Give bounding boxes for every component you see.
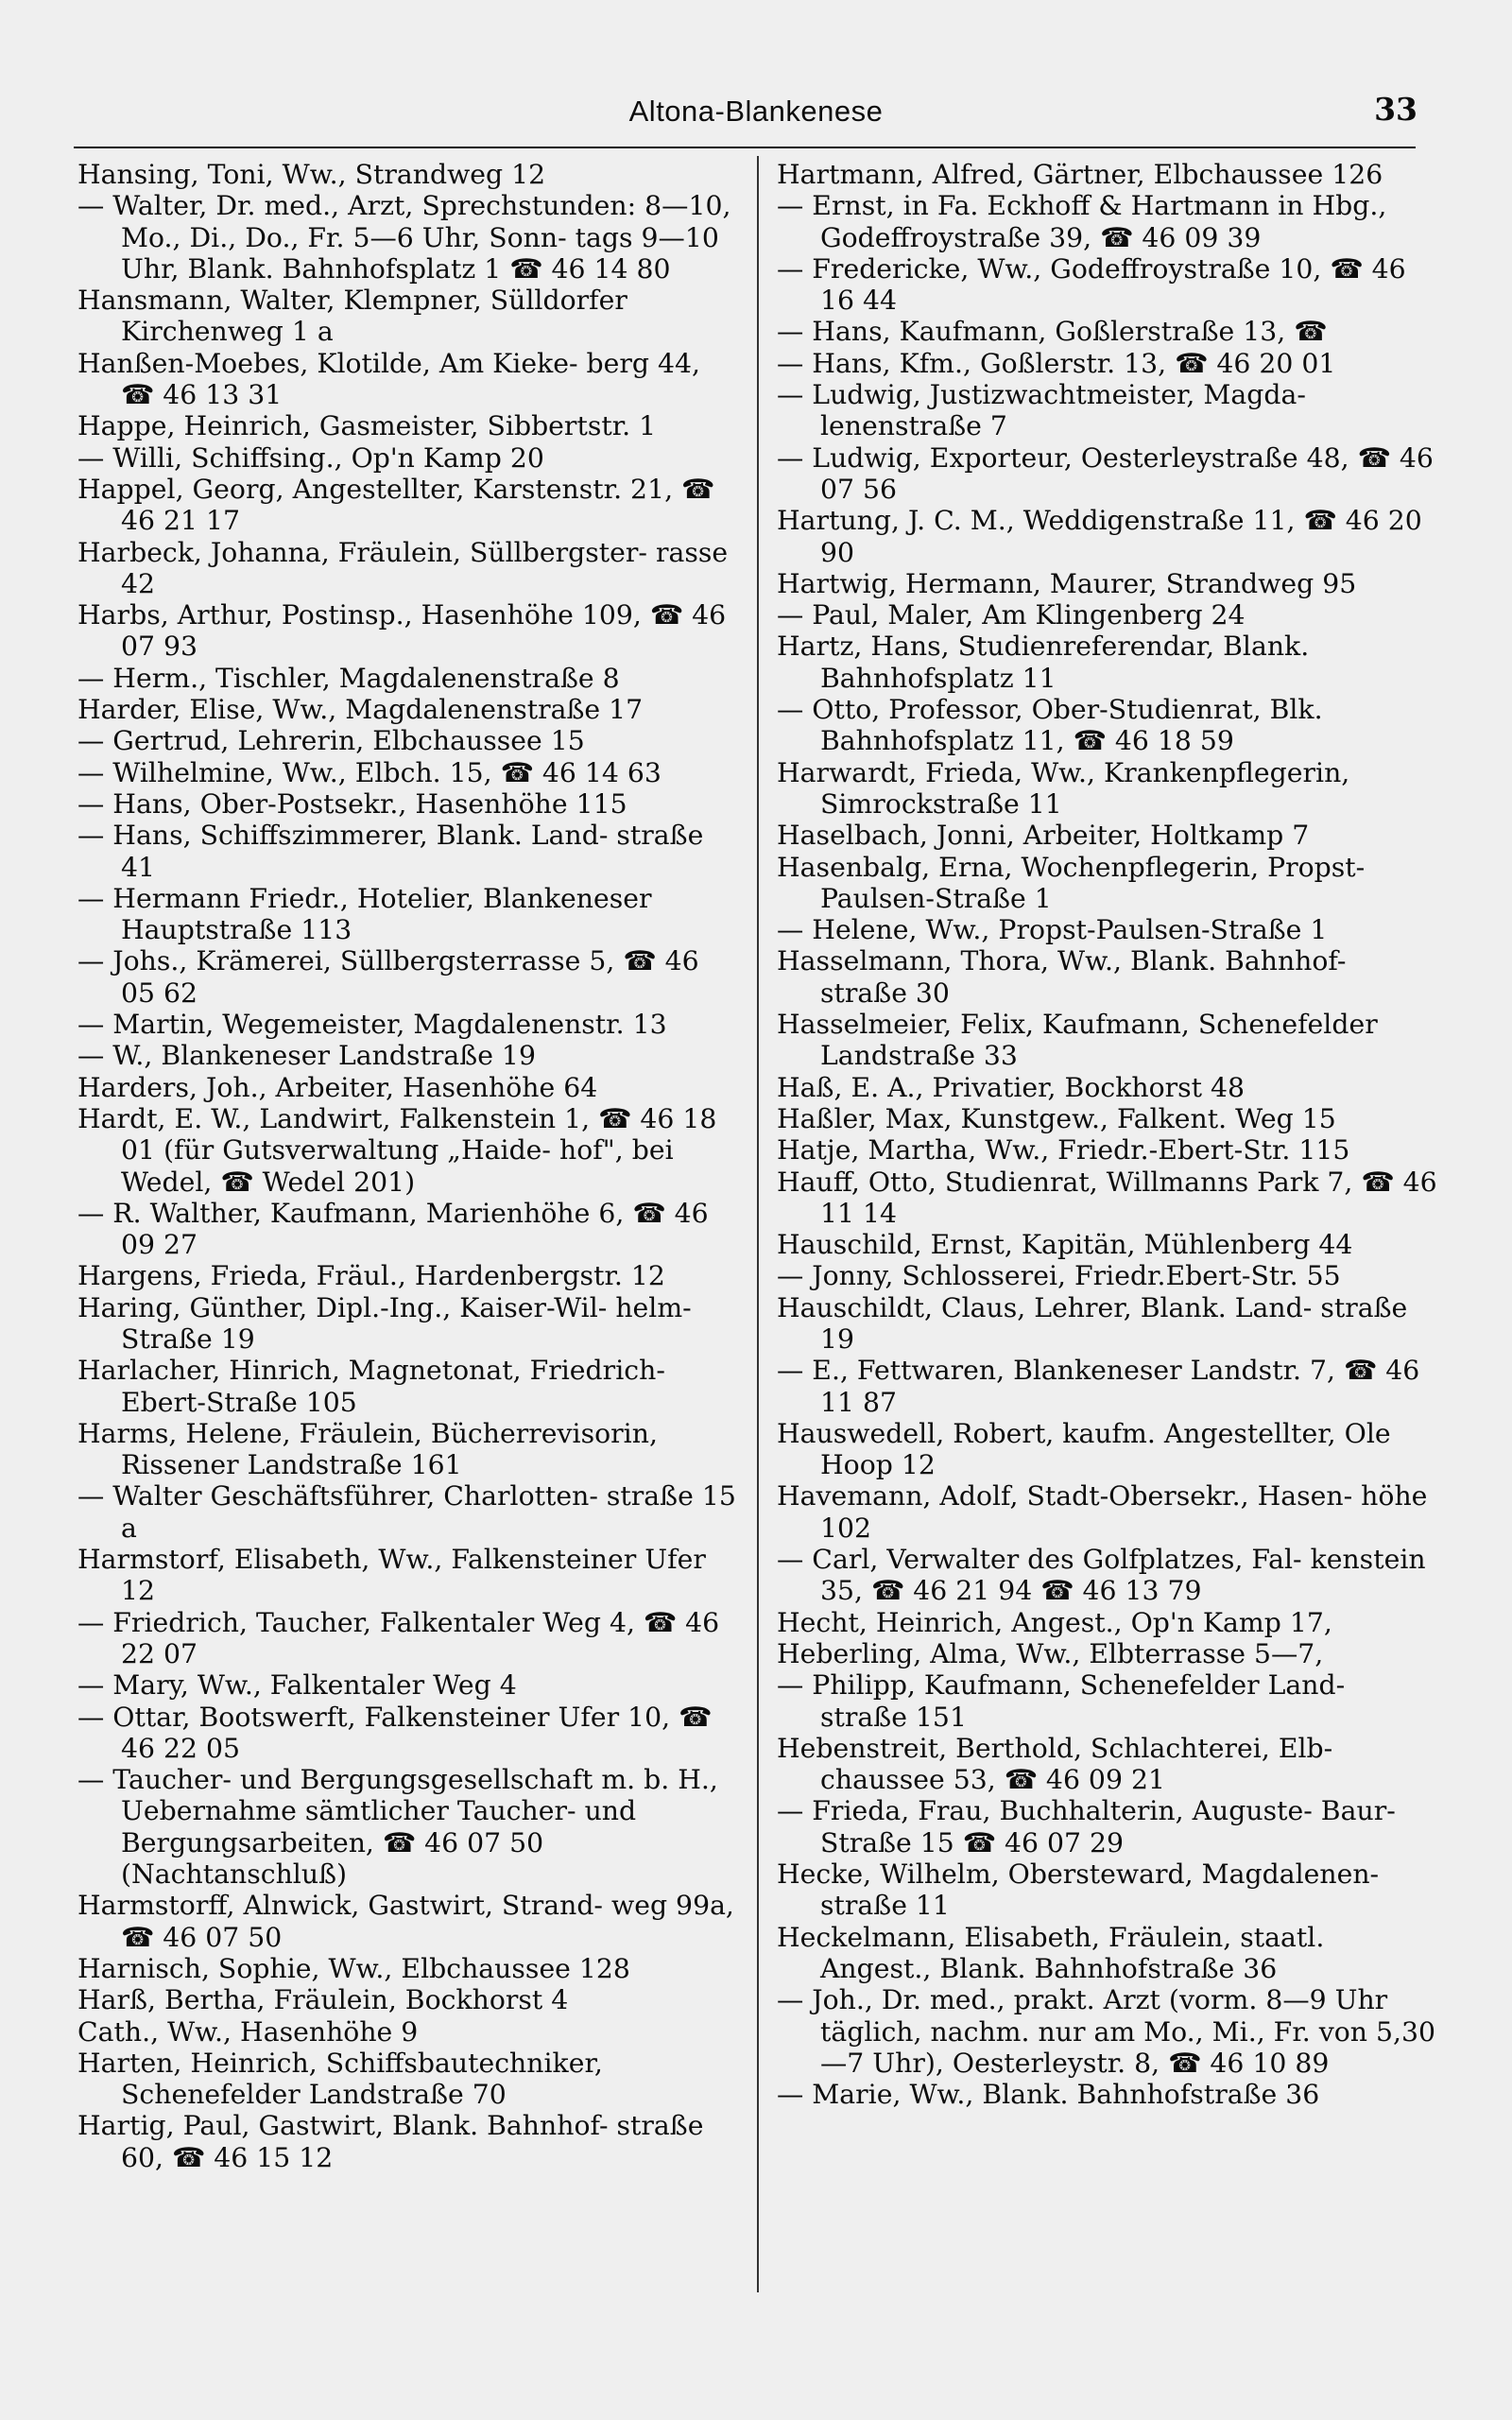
directory-entry: — Willi, Schiffsing., Op'n Kamp 20 <box>77 441 544 474</box>
right-column <box>777 159 1438 2110</box>
directory-entry: Heberling, Alma, Ww., Elbterrasse 5—7, <box>777 1637 1324 1669</box>
directory-entry: Harbs, Arthur, Postinsp., Hasenhöhe 109, ☎ 46 07 93 <box>77 599 727 663</box>
directory-entry: Hasenbalg, Erna, Wochenpflegerin, Propst- Paulsen-Straße 1 <box>777 851 1366 914</box>
directory-entry: — Hans, Ober-Postsekr., Hasenhöhe 115 <box>77 787 627 820</box>
directory-entry: Haring, Günther, Dipl.-Ing., Kaiser-Wil- helm-Straße 19 <box>77 1291 692 1355</box>
directory-entry: Harbeck, Johanna, Fräulein, Süllbergster- rasse 42 <box>77 536 729 599</box>
directory-entry: — Marie, Ww., Blank. Bahnhofstraße 36 <box>777 2079 1320 2111</box>
directory-entry: Hartig, Paul, Gastwirt, Blank. Bahnhof- straße 60, ☎ 46 15 12 <box>77 2110 704 2173</box>
directory-entry: Harnisch, Sophie, Ww., Elbchaussee 128 <box>77 1952 630 1984</box>
directory-entry: — Jonny, Schlosserei, Friedr.Ebert-Str. 55 <box>777 1260 1341 1292</box>
directory-entry: — Hermann Friedr., Hotelier, Blankeneser Hauptstraße 113 <box>77 882 652 946</box>
directory-entry: — Friedrich, Taucher, Falkentaler Weg 4, ☎ 46 22 07 <box>77 1606 720 1669</box>
directory-entry: Harms, Helene, Fräulein, Bücherrevisorin, Rissener Landstraße 161 <box>77 1417 658 1481</box>
directory-entry: — W., Blankeneser Landstraße 19 <box>77 1040 536 1072</box>
directory-entry: — Frieda, Frau, Buchhalterin, Auguste- Baur-Straße 15 ☎ 46 07 29 <box>777 1795 1396 1858</box>
directory-entry: Harlacher, Hinrich, Magnetonat, Friedrich- Ebert-Straße 105 <box>77 1355 665 1418</box>
directory-entry: Hasselmeier, Felix, Kaufmann, Schenefelder Landstraße 33 <box>777 1009 1378 1072</box>
directory-entry: Happe, Heinrich, Gasmeister, Sibbertstr. 1 <box>77 410 657 442</box>
directory-entry: — Hans, Kaufmann, Goßlerstraße 13, ☎ <box>777 316 1328 348</box>
directory-entry: — Taucher- und Bergungsgesellschaft m. b. H., Uebernahme sämtlicher Taucher- und Bergungsarbeiten, ☎ 46 07 50 (Nachtanschluß) <box>77 1764 718 1891</box>
running-title: Altona-Blankenese <box>628 95 884 128</box>
directory-entry: Hauswedell, Robert, kaufm. Angestellter, Ole Hoop 12 <box>777 1417 1391 1481</box>
directory-entry: Harmstorf, Elisabeth, Ww., Falkensteiner Ufer 12 <box>77 1544 706 1607</box>
directory-entry: Hebenstreit, Berthold, Schlachterei, Elb- chaussee 53, ☎ 46 09 21 <box>777 1732 1333 1796</box>
directory-entry: Happel, Georg, Angestellter, Karstenstr. 21, ☎ 46 21 17 <box>77 473 715 537</box>
directory-entry: — Joh., Dr. med., prakt. Arzt (vorm. 8—9 Uhr täglich, nachm. nur am Mo., Mi., Fr. von 5,30—7 Uhr), Oesterleystr. 8, ☎ 46 10 89 <box>777 1984 1435 2079</box>
page-number: 33 <box>1374 91 1418 128</box>
directory-entry: — Wilhelmine, Ww., Elbch. 15, ☎ 46 14 63 <box>77 756 662 788</box>
directory-entry: Haselbach, Jonni, Arbeiter, Holtkamp 7 <box>777 820 1310 852</box>
directory-entry: Havemann, Adolf, Stadt-Obersekr., Hasen- höhe 102 <box>777 1480 1428 1544</box>
directory-entry: Hansing, Toni, Ww., Strandweg 12 <box>77 159 546 190</box>
directory-entry: — Philipp, Kaufmann, Schenefelder Land- straße 151 <box>777 1669 1346 1733</box>
directory-entry: — Ludwig, Justizwachtmeister, Magda- lenenstraße 7 <box>777 379 1306 442</box>
directory-entry: Hanßen-Moebes, Klotilde, Am Kieke- berg 44, ☎ 46 13 31 <box>77 347 701 411</box>
column-divider <box>757 156 759 2292</box>
left-column <box>77 159 739 2173</box>
directory-entry: — Mary, Ww., Falkentaler Weg 4 <box>77 1669 517 1702</box>
directory-entry: Haß, E. A., Privatier, Bockhorst 48 <box>777 1071 1246 1103</box>
directory-entry: Hartmann, Alfred, Gärtner, Elbchaussee 126 <box>777 159 1383 190</box>
directory-entry: Hartwig, Hermann, Maurer, Strandweg 95 <box>777 567 1357 599</box>
directory-entry: — E., Fettwaren, Blankeneser Landstr. 7, ☎ 46 11 87 <box>777 1355 1420 1418</box>
directory-entry: Harwardt, Frieda, Ww., Krankenpflegerin, Simrockstraße 11 <box>777 756 1350 820</box>
directory-entry: Hecht, Heinrich, Angest., Op'n Kamp 17, <box>777 1606 1332 1638</box>
directory-entry: — Paul, Maler, Am Klingenberg 24 <box>777 599 1246 631</box>
running-head <box>0 91 1512 142</box>
directory-entry: Haßler, Max, Kunstgew., Falkent. Weg 15 <box>777 1102 1336 1134</box>
directory-entry: Harder, Elise, Ww., Magdalenenstraße 17 <box>77 694 644 726</box>
directory-entry: Hauschildt, Claus, Lehrer, Blank. Land- straße 19 <box>777 1291 1408 1355</box>
directory-entry: — Herm., Tischler, Magdalenenstraße 8 <box>77 662 620 694</box>
directory-entry: — Martin, Wegemeister, Magdalenenstr. 13 <box>77 1009 667 1041</box>
directory-entry: Hartz, Hans, Studienreferendar, Blank. Bahnhofsplatz 11 <box>777 631 1310 694</box>
directory-entry: — Carl, Verwalter des Golfplatzes, Fal- kenstein 35, ☎ 46 21 94 ☎ 46 13 79 <box>777 1544 1426 1607</box>
directory-entry: Hecke, Wilhelm, Obersteward, Magdalenen- straße 11 <box>777 1858 1380 1922</box>
directory-entry: Cath., Ww., Hasenhöhe 9 <box>77 2015 419 2048</box>
directory-entry: Harders, Joh., Arbeiter, Hasenhöhe 64 <box>77 1071 598 1103</box>
directory-entry: Harmstorff, Alnwick, Gastwirt, Strand- weg 99a, ☎ 46 07 50 <box>77 1890 734 1953</box>
directory-entry: Hatje, Martha, Ww., Friedr.-Ebert-Str. 115 <box>777 1134 1350 1167</box>
directory-entry: Hansmann, Walter, Klempner, Sülldorfer Kirchenweg 1 a <box>77 285 627 348</box>
directory-entry: Hartung, J. C. M., Weddigenstraße 11, ☎ 46 20 90 <box>777 505 1422 568</box>
directory-entry: Heckelmann, Elisabeth, Fräulein, staatl. Angest., Blank. Bahnhofstraße 36 <box>777 1921 1325 1984</box>
directory-entry: Harß, Bertha, Fräulein, Bockhorst 4 <box>77 1984 569 2016</box>
directory-entry: — Johs., Krämerei, Süllbergsterrasse 5, ☎ 46 05 62 <box>77 945 699 1009</box>
directory-entry: — Hans, Kfm., Goßlerstr. 13, ☎ 46 20 01 <box>777 347 1336 379</box>
directory-entry: — Ludwig, Exporteur, Oesterleystraße 48, ☎ 46 07 56 <box>777 441 1434 505</box>
directory-entry: Hauff, Otto, Studienrat, Willmanns Park 7, ☎ 46 11 14 <box>777 1166 1437 1229</box>
directory-entry: — Gertrud, Lehrerin, Elbchaussee 15 <box>77 725 585 757</box>
directory-entry: — Otto, Professor, Ober-Studienrat, Blk. Bahnhofsplatz 11, ☎ 46 18 59 <box>777 694 1323 757</box>
directory-entry: Harten, Heinrich, Schiffsbautechniker, Schenefelder Landstraße 70 <box>77 2047 603 2111</box>
directory-entry: Hardt, E. W., Landwirt, Falkenstein 1, ☎ 46 18 01 (für Gutsverwaltung „Haide- hof", bei Wedel, ☎ Wedel 201) <box>77 1102 717 1198</box>
directory-entry: — Ottar, Bootswerft, Falkensteiner Ufer 10, ☎ 46 22 05 <box>77 1701 713 1764</box>
directory-entry: — Ernst, in Fa. Eckhoff & Hartmann in Hbg., Godeffroystraße 39, ☎ 46 09 39 <box>777 190 1387 253</box>
directory-entry: Hargens, Frieda, Fräul., Hardenbergstr. 12 <box>77 1260 665 1292</box>
directory-entry: Hasselmann, Thora, Ww., Blank. Bahnhof- straße 30 <box>777 945 1347 1009</box>
directory-entry: — Fredericke, Ww., Godeffroystraße 10, ☎ 46 16 44 <box>777 252 1406 317</box>
directory-entry: — R. Walther, Kaufmann, Marienhöhe 6, ☎ 46 09 27 <box>77 1197 709 1261</box>
directory-entry: — Walter Geschäftsführer, Charlotten- straße 15 a <box>77 1480 736 1544</box>
directory-entry: — Helene, Ww., Propst-Paulsen-Straße 1 <box>777 914 1328 946</box>
directory-entry: — Hans, Schiffszimmerer, Blank. Land- straße 41 <box>77 820 704 883</box>
directory-entry: — Walter, Dr. med., Arzt, Sprechstunden: 8—10, Mo., Di., Do., Fr. 5—6 Uhr, Sonn- tags 9—10 Uhr, Blank. Bahnhofsplatz 1 ☎ 46 14 80 <box>77 190 731 285</box>
directory-entry: Hauschild, Ernst, Kapitän, Mühlenberg 44 <box>777 1229 1353 1261</box>
header-rule <box>74 147 1416 148</box>
